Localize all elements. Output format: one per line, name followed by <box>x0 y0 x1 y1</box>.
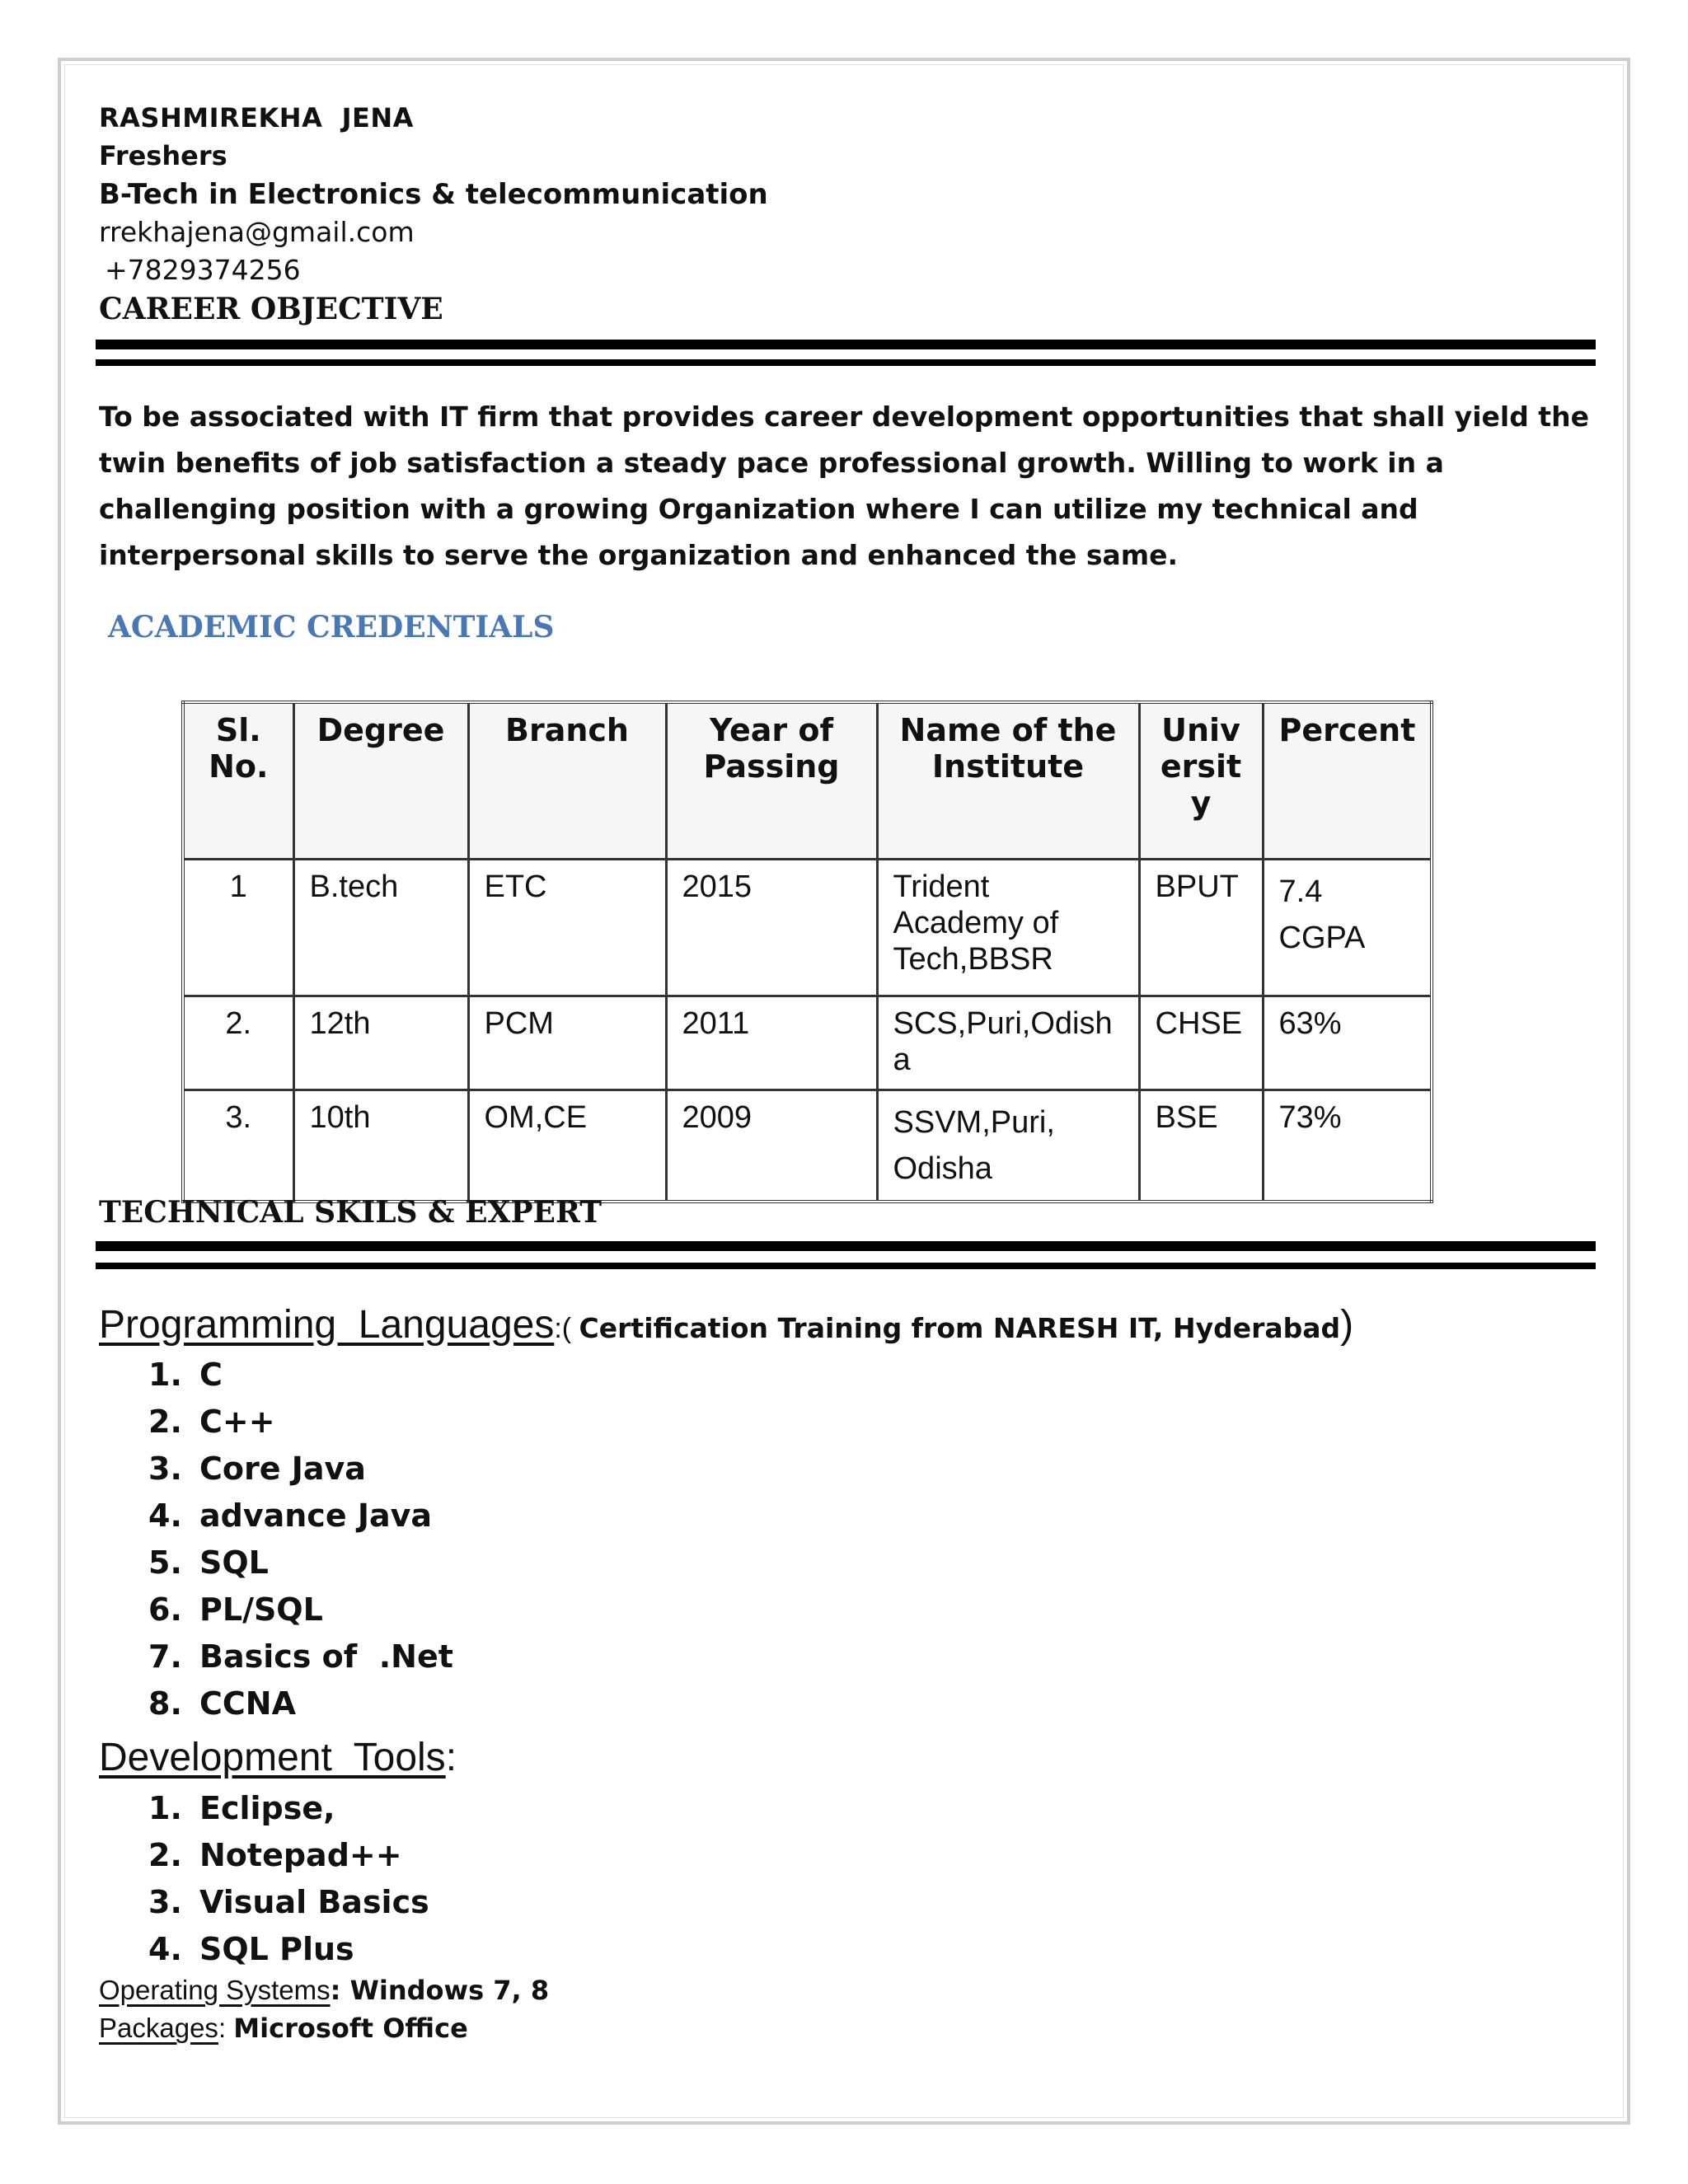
cell-degree: B.tech <box>293 859 468 996</box>
cell-percent: 73% <box>1263 1090 1432 1202</box>
academic-table <box>181 701 1433 1203</box>
operating-systems-line: Operating Systems: Windows 7, 8 <box>99 1975 550 2006</box>
candidate-degree: B-Tech in Electronics & telecommunication <box>99 178 768 211</box>
operating-systems-label: Operating Systems <box>99 1975 331 2005</box>
candidate-email[interactable]: rrekhajena@gmail.com <box>99 216 415 248</box>
table-row <box>183 859 1432 996</box>
cell-percent: 63% <box>1263 996 1432 1090</box>
cell-year: 2011 <box>666 996 877 1090</box>
header-branch: Branch <box>468 702 666 859</box>
cell-percent: 7.4 CGPA <box>1263 859 1432 996</box>
programming-languages-label: Programming Languages <box>99 1303 555 1347</box>
candidate-phone: +7829374256 <box>105 254 301 286</box>
cell-sl: 3. <box>183 1090 293 1202</box>
list-item: 6. PL/SQL <box>148 1591 323 1628</box>
table-row <box>183 1090 1432 1202</box>
development-tools-heading: Development Tools: <box>99 1736 457 1779</box>
header-sl-no: Sl. No. <box>183 702 293 859</box>
packages-label: Packages <box>99 2013 218 2043</box>
list-item: 7. Basics of .Net <box>148 1638 453 1675</box>
development-tools-list <box>148 1785 429 1973</box>
packages-value: Microsoft Office <box>233 2013 468 2044</box>
cell-branch: PCM <box>468 996 666 1090</box>
list-item: 4. advance Java <box>148 1497 433 1534</box>
cell-degree: 12th <box>293 996 468 1090</box>
cell-institute: SSVM,Puri, Odisha <box>877 1090 1139 1202</box>
candidate-name: RASHMIREKHA JENA <box>99 102 414 134</box>
cell-university: CHSE <box>1139 996 1263 1090</box>
cell-degree: 10th <box>293 1090 468 1202</box>
section-rule-thin <box>96 1263 1596 1269</box>
list-item: 3. Core Java <box>148 1451 366 1487</box>
header-percent: Percent <box>1263 702 1432 859</box>
section-rule-thin <box>96 359 1596 366</box>
cell-institute: SCS,Puri,Odisha <box>877 996 1139 1090</box>
list-item: 2. C++ <box>148 1404 275 1440</box>
list-item: 2. Notepad++ <box>148 1837 402 1873</box>
certification-note: Certification Training from NARESH IT, Hyderabad <box>579 1312 1341 1344</box>
programming-languages-list <box>148 1352 453 1727</box>
header-university: University <box>1139 702 1263 859</box>
cell-university: BPUT <box>1139 859 1263 996</box>
section-rule-thick <box>96 1241 1596 1251</box>
table-header-row <box>183 702 1432 859</box>
operating-systems-value: Windows 7, 8 <box>349 1975 550 2006</box>
list-item: 4. SQL Plus <box>148 1931 354 1967</box>
development-tools-label: Development Tools <box>99 1736 446 1779</box>
list-item: 3. Visual Basics <box>148 1884 429 1920</box>
header-institute: Name of the Institute <box>877 702 1139 859</box>
technical-skills-heading: TECHNICAL SKILS & EXPERT <box>99 1195 603 1230</box>
career-objective-text: To be associated with IT firm that provides career development opportunities that shall yield the twin benefits of job satisfaction a steady pace professional growth. Willing to work in a challenging position with a growing Organization where I can utilize my technical and interpersonal skills to serve the organization and enhanced the same. <box>99 401 1589 571</box>
section-rule-thick <box>96 340 1596 349</box>
candidate-status: Freshers <box>99 140 227 171</box>
cell-institute: Trident Academy of Tech,BBSR <box>877 859 1139 996</box>
cell-branch: ETC <box>468 859 666 996</box>
header-degree: Degree <box>293 702 468 859</box>
list-item: 5. SQL <box>148 1544 269 1581</box>
cell-year: 2015 <box>666 859 877 996</box>
list-item: 8. CCNA <box>148 1685 296 1722</box>
academic-credentials-heading: ACADEMIC CREDENTIALS <box>108 610 555 644</box>
cell-sl: 2. <box>183 996 293 1090</box>
cell-branch: OM,CE <box>468 1090 666 1202</box>
packages-line: Packages: Microsoft Office <box>99 2013 468 2044</box>
cell-sl: 1 <box>183 859 293 996</box>
cell-university: BSE <box>1139 1090 1263 1202</box>
career-objective-heading: CAREER OBJECTIVE <box>99 292 443 326</box>
list-item: 1. Eclipse, <box>148 1790 335 1826</box>
cell-year: 2009 <box>666 1090 877 1202</box>
table-row <box>183 996 1432 1090</box>
list-item: 1. C <box>148 1357 223 1393</box>
header-year: Year of Passing <box>666 702 877 859</box>
programming-languages-heading: Programming Languages:( Certification Training from NARESH IT, Hyderabad) <box>99 1303 1354 1347</box>
